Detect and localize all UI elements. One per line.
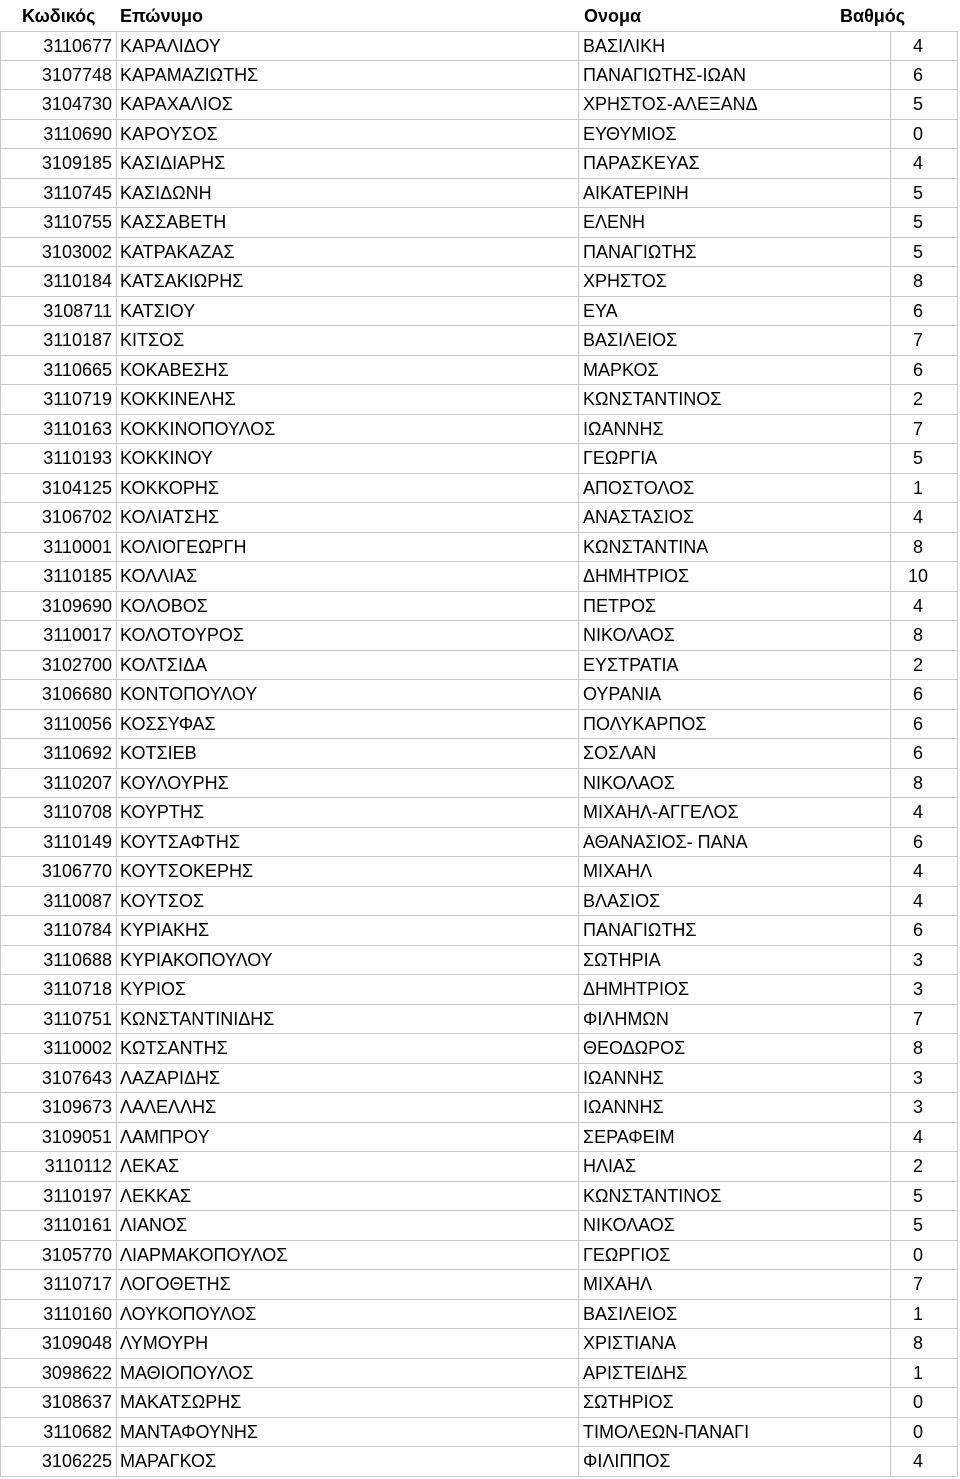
cell-surname: ΚΟΥΤΣΟΣ xyxy=(116,887,578,917)
table-row xyxy=(0,680,958,710)
cell-grade: 7 xyxy=(890,1005,958,1035)
cell-surname: ΛΙΑΡΜΑΚΟΠΟΥΛΟΣ xyxy=(116,1241,578,1271)
cell-surname: ΚΑΡΑΛΙΔΟΥ xyxy=(116,31,578,61)
cell-code: 3110755 xyxy=(0,208,116,238)
cell-name: ΚΩΝΣΤΑΝΤΙΝΑ xyxy=(578,533,890,563)
cell-surname: ΚΑΣΣΑΒΕΤΗ xyxy=(116,208,578,238)
cell-grade: 6 xyxy=(890,356,958,386)
cell-grade: 6 xyxy=(890,916,958,946)
cell-surname: ΛΕΚΑΣ xyxy=(116,1152,578,1182)
cell-name: ΦΙΛΗΜΩΝ xyxy=(578,1005,890,1035)
cell-code: 3110688 xyxy=(0,946,116,976)
cell-grade: 1 xyxy=(890,1300,958,1330)
table-row xyxy=(0,975,958,1005)
cell-code: 3110690 xyxy=(0,120,116,150)
table-header-row xyxy=(0,2,958,31)
table-row xyxy=(0,739,958,769)
table-row xyxy=(0,1447,958,1477)
table-row xyxy=(0,946,958,976)
cell-name: ΓΕΩΡΓΙΟΣ xyxy=(578,1241,890,1271)
cell-name: ΠΕΤΡΟΣ xyxy=(578,592,890,622)
cell-name: ΜΙΧΑΗΛ-ΑΓΓΕΛΟΣ xyxy=(578,798,890,828)
cell-name: ΗΛΙΑΣ xyxy=(578,1152,890,1182)
table-row xyxy=(0,562,958,592)
cell-name: ΝΙΚΟΛΑΟΣ xyxy=(578,1211,890,1241)
cell-code: 3110163 xyxy=(0,415,116,445)
cell-name: ΙΩΑΝΝΗΣ xyxy=(578,415,890,445)
cell-code: 3108711 xyxy=(0,297,116,327)
cell-grade: 0 xyxy=(890,1241,958,1271)
cell-code: 3110002 xyxy=(0,1034,116,1064)
cell-name: ΚΩΝΣΤΑΝΤΙΝΟΣ xyxy=(578,1182,890,1212)
cell-name: ΕΥΣΤΡΑΤΙΑ xyxy=(578,651,890,681)
cell-name: ΠΟΛΥΚΑΡΠΟΣ xyxy=(578,710,890,740)
cell-name: ΣΟΣΛΑΝ xyxy=(578,739,890,769)
cell-name: ΒΑΣΙΛΕΙΟΣ xyxy=(578,326,890,356)
cell-surname: ΜΑΘΙΟΠΟΥΛΟΣ xyxy=(116,1359,578,1389)
cell-code: 3110784 xyxy=(0,916,116,946)
cell-code: 3110717 xyxy=(0,1270,116,1300)
cell-grade: 7 xyxy=(890,326,958,356)
header-grade: Βαθμός xyxy=(840,6,906,26)
table-row xyxy=(0,267,958,297)
cell-code: 3110056 xyxy=(0,710,116,740)
cell-name: ΑΝΑΣΤΑΣΙΟΣ xyxy=(578,503,890,533)
table-row xyxy=(0,385,958,415)
cell-grade: 5 xyxy=(890,179,958,209)
cell-surname: ΚΟΥΛΟΥΡΗΣ xyxy=(116,769,578,799)
table-row xyxy=(0,1418,958,1448)
cell-name: ΘΕΟΔΩΡΟΣ xyxy=(578,1034,890,1064)
cell-name: ΕΛΕΝΗ xyxy=(578,208,890,238)
cell-code: 3110161 xyxy=(0,1211,116,1241)
cell-name: ΧΡΗΣΤΟΣ-ΑΛΕΞΑΝΔ xyxy=(578,90,890,120)
cell-surname: ΚΑΤΣΙΟΥ xyxy=(116,297,578,327)
cell-grade: 4 xyxy=(890,149,958,179)
cell-code: 3110112 xyxy=(0,1152,116,1182)
cell-grade: 4 xyxy=(890,798,958,828)
cell-code: 3106225 xyxy=(0,1447,116,1477)
cell-grade: 3 xyxy=(890,975,958,1005)
table-row xyxy=(0,149,958,179)
cell-code: 3110719 xyxy=(0,385,116,415)
cell-surname: ΚΙΤΣΟΣ xyxy=(116,326,578,356)
cell-code: 3104125 xyxy=(0,474,116,504)
cell-grade: 5 xyxy=(890,1182,958,1212)
cell-code: 3110193 xyxy=(0,444,116,474)
table-row xyxy=(0,1005,958,1035)
table-row xyxy=(0,1241,958,1271)
cell-grade: 8 xyxy=(890,621,958,651)
cell-code: 3110087 xyxy=(0,887,116,917)
cell-grade: 6 xyxy=(890,680,958,710)
cell-code: 3110718 xyxy=(0,975,116,1005)
table-row xyxy=(0,857,958,887)
cell-name: ΔΗΜΗΤΡΙΟΣ xyxy=(578,562,890,592)
cell-name: ΠΑΝΑΓΙΩΤΗΣ xyxy=(578,916,890,946)
cell-grade: 4 xyxy=(890,1447,958,1477)
table-row xyxy=(0,916,958,946)
cell-surname: ΚΑΤΡΑΚΑΖΑΣ xyxy=(116,238,578,268)
cell-name: ΜΙΧΑΗΛ xyxy=(578,1270,890,1300)
table-row xyxy=(0,1093,958,1123)
cell-name: ΒΛΑΣΙΟΣ xyxy=(578,887,890,917)
cell-code: 3110207 xyxy=(0,769,116,799)
table-row xyxy=(0,592,958,622)
cell-code: 3109690 xyxy=(0,592,116,622)
cell-name: ΠΑΡΑΣΚΕΥΑΣ xyxy=(578,149,890,179)
cell-surname: ΛΕΚΚΑΣ xyxy=(116,1182,578,1212)
cell-code: 3105770 xyxy=(0,1241,116,1271)
cell-surname: ΚΑΡΑΧΑΛΙΟΣ xyxy=(116,90,578,120)
cell-code: 3110682 xyxy=(0,1418,116,1448)
cell-name: ΙΩΑΝΝΗΣ xyxy=(578,1064,890,1094)
table-row xyxy=(0,356,958,386)
table-row xyxy=(0,1182,958,1212)
cell-surname: ΚΟΚΚΙΝΟΥ xyxy=(116,444,578,474)
cell-grade: 3 xyxy=(890,946,958,976)
cell-name: ΣΩΤΗΡΙΑ xyxy=(578,946,890,976)
cell-grade: 8 xyxy=(890,267,958,297)
cell-grade: 8 xyxy=(890,1329,958,1359)
table-row xyxy=(0,621,958,651)
cell-grade: 6 xyxy=(890,61,958,91)
cell-grade: 5 xyxy=(890,444,958,474)
cell-name: ΤΙΜΟΛΕΩΝ-ΠΑΝΑΓΙ xyxy=(578,1418,890,1448)
table-row xyxy=(0,1388,958,1418)
cell-code: 3109673 xyxy=(0,1093,116,1123)
cell-grade: 0 xyxy=(890,120,958,150)
table-row xyxy=(0,828,958,858)
table-row xyxy=(0,238,958,268)
cell-name: ΕΥΘΥΜΙΟΣ xyxy=(578,120,890,150)
cell-surname: ΚΟΤΣΙΕΒ xyxy=(116,739,578,769)
cell-code: 3109185 xyxy=(0,149,116,179)
cell-code: 3110149 xyxy=(0,828,116,858)
cell-name: ΟΥΡΑΝΙΑ xyxy=(578,680,890,710)
cell-grade: 7 xyxy=(890,1270,958,1300)
cell-code: 3109051 xyxy=(0,1123,116,1153)
table-row xyxy=(0,474,958,504)
table-row xyxy=(0,31,958,61)
cell-name: ΜΑΡΚΟΣ xyxy=(578,356,890,386)
table-row xyxy=(0,208,958,238)
cell-name: ΦΙΛΙΠΠΟΣ xyxy=(578,1447,890,1477)
header-name: Ονομα xyxy=(584,6,642,26)
cell-surname: ΚΟΣΣΥΦΑΣ xyxy=(116,710,578,740)
cell-grade: 0 xyxy=(890,1388,958,1418)
cell-name: ΑΙΚΑΤΕΡΙΝΗ xyxy=(578,179,890,209)
cell-surname: ΚΟΚΚΙΝΕΛΗΣ xyxy=(116,385,578,415)
table-row xyxy=(0,444,958,474)
cell-code: 3110677 xyxy=(0,31,116,61)
cell-code: 3104730 xyxy=(0,90,116,120)
cell-name: ΣΩΤΗΡΙΟΣ xyxy=(578,1388,890,1418)
cell-grade: 7 xyxy=(890,415,958,445)
cell-surname: ΛΑΜΠΡΟΥ xyxy=(116,1123,578,1153)
table-row xyxy=(0,326,958,356)
cell-code: 3109048 xyxy=(0,1329,116,1359)
cell-grade: 1 xyxy=(890,474,958,504)
cell-grade: 8 xyxy=(890,533,958,563)
cell-name: ΜΙΧΑΗΛ xyxy=(578,857,890,887)
cell-surname: ΚΥΡΙΑΚΗΣ xyxy=(116,916,578,946)
table-row xyxy=(0,1123,958,1153)
cell-surname: ΛΟΥΚΟΠΟΥΛΟΣ xyxy=(116,1300,578,1330)
cell-surname: ΚΟΛΤΣΙΔΑ xyxy=(116,651,578,681)
cell-code: 3106770 xyxy=(0,857,116,887)
cell-grade: 2 xyxy=(890,385,958,415)
cell-name: ΑΡΙΣΤΕΙΔΗΣ xyxy=(578,1359,890,1389)
cell-grade: 2 xyxy=(890,1152,958,1182)
cell-code: 3110187 xyxy=(0,326,116,356)
cell-surname: ΜΑΝΤΑΦΟΥΝΗΣ xyxy=(116,1418,578,1448)
cell-code: 3110751 xyxy=(0,1005,116,1035)
cell-grade: 5 xyxy=(890,238,958,268)
cell-surname: ΚΟΛΙΟΓΕΩΡΓΗ xyxy=(116,533,578,563)
cell-code: 3110692 xyxy=(0,739,116,769)
table-row xyxy=(0,1300,958,1330)
cell-grade: 4 xyxy=(890,503,958,533)
table-row xyxy=(0,651,958,681)
cell-surname: ΚΥΡΙΟΣ xyxy=(116,975,578,1005)
cell-code: 3103002 xyxy=(0,238,116,268)
cell-surname: ΚΩΤΣΑΝΤΗΣ xyxy=(116,1034,578,1064)
cell-name: ΒΑΣΙΛΕΙΟΣ xyxy=(578,1300,890,1330)
cell-name: ΕΥΑ xyxy=(578,297,890,327)
header-code: Κωδικός xyxy=(22,6,96,26)
cell-code: 3110001 xyxy=(0,533,116,563)
cell-surname: ΚΥΡΙΑΚΟΠΟΥΛΟΥ xyxy=(116,946,578,976)
cell-surname: ΚΟΥΤΣΑΦΤΗΣ xyxy=(116,828,578,858)
table-row xyxy=(0,1152,958,1182)
cell-surname: ΚΟΥΤΣΟΚΕΡΗΣ xyxy=(116,857,578,887)
cell-grade: 2 xyxy=(890,651,958,681)
cell-name: ΧΡΙΣΤΙΑΝΑ xyxy=(578,1329,890,1359)
table-row xyxy=(0,1270,958,1300)
cell-code: 3102700 xyxy=(0,651,116,681)
cell-surname: ΚΑΡΑΜΑΖΙΩΤΗΣ xyxy=(116,61,578,91)
cell-surname: ΚΟΛΛΙΑΣ xyxy=(116,562,578,592)
table-row xyxy=(0,61,958,91)
cell-name: ΣΕΡΑΦΕΙΜ xyxy=(578,1123,890,1153)
cell-grade: 10 xyxy=(890,562,958,592)
cell-surname: ΚΟΚΑΒΕΣΗΣ xyxy=(116,356,578,386)
cell-surname: ΛΑΖΑΡΙΔΗΣ xyxy=(116,1064,578,1094)
table-row xyxy=(0,1211,958,1241)
cell-name: ΙΩΑΝΝΗΣ xyxy=(578,1093,890,1123)
cell-code: 3107748 xyxy=(0,61,116,91)
cell-surname: ΚΑΣΙΔΙΑΡΗΣ xyxy=(116,149,578,179)
table-row xyxy=(0,90,958,120)
cell-surname: ΛΥΜΟΥΡΗ xyxy=(116,1329,578,1359)
cell-surname: ΜΑΡΑΓΚΟΣ xyxy=(116,1447,578,1477)
cell-grade: 8 xyxy=(890,769,958,799)
cell-code: 3098622 xyxy=(0,1359,116,1389)
cell-grade: 3 xyxy=(890,1064,958,1094)
cell-name: ΑΘΑΝΑΣΙΟΣ- ΠΑΝΑ xyxy=(578,828,890,858)
table-row xyxy=(0,503,958,533)
cell-grade: 1 xyxy=(890,1359,958,1389)
cell-surname: ΛΑΛΕΛΛΗΣ xyxy=(116,1093,578,1123)
cell-surname: ΚΑΡΟΥΣΟΣ xyxy=(116,120,578,150)
cell-surname: ΚΟΚΚΙΝΟΠΟΥΛΟΣ xyxy=(116,415,578,445)
cell-surname: ΜΑΚΑΤΣΩΡΗΣ xyxy=(116,1388,578,1418)
table-row xyxy=(0,887,958,917)
table-row xyxy=(0,1064,958,1094)
table-row xyxy=(0,1034,958,1064)
header-surname: Επώνυμο xyxy=(120,6,203,26)
cell-code: 3110184 xyxy=(0,267,116,297)
cell-grade: 6 xyxy=(890,297,958,327)
cell-surname: ΚΩΝΣΤΑΝΤΙΝΙΔΗΣ xyxy=(116,1005,578,1035)
cell-name: ΔΗΜΗΤΡΙΟΣ xyxy=(578,975,890,1005)
cell-code: 3110708 xyxy=(0,798,116,828)
cell-name: ΝΙΚΟΛΑΟΣ xyxy=(578,769,890,799)
table-row xyxy=(0,179,958,209)
cell-grade: 4 xyxy=(890,887,958,917)
cell-name: ΑΠΟΣΤΟΛΟΣ xyxy=(578,474,890,504)
cell-surname: ΛΟΓΟΘΕΤΗΣ xyxy=(116,1270,578,1300)
cell-grade: 3 xyxy=(890,1093,958,1123)
cell-grade: 8 xyxy=(890,1034,958,1064)
cell-code: 3110160 xyxy=(0,1300,116,1330)
cell-surname: ΚΑΤΣΑΚΙΩΡΗΣ xyxy=(116,267,578,297)
cell-surname: ΛΙΑΝΟΣ xyxy=(116,1211,578,1241)
table-row xyxy=(0,533,958,563)
cell-grade: 5 xyxy=(890,90,958,120)
table-row xyxy=(0,297,958,327)
cell-name: ΧΡΗΣΤΟΣ xyxy=(578,267,890,297)
cell-surname: ΚΟΛΟΒΟΣ xyxy=(116,592,578,622)
table-row xyxy=(0,415,958,445)
cell-code: 3110197 xyxy=(0,1182,116,1212)
cell-grade: 5 xyxy=(890,1211,958,1241)
cell-surname: ΚΟΚΚΟΡΗΣ xyxy=(116,474,578,504)
cell-grade: 4 xyxy=(890,31,958,61)
cell-code: 3106702 xyxy=(0,503,116,533)
cell-code: 3110017 xyxy=(0,621,116,651)
cell-surname: ΚΑΣΙΔΩΝΗ xyxy=(116,179,578,209)
cell-code: 3110745 xyxy=(0,179,116,209)
cell-grade: 6 xyxy=(890,828,958,858)
cell-grade: 0 xyxy=(890,1418,958,1448)
cell-surname: ΚΟΝΤΟΠΟΥΛΟΥ xyxy=(116,680,578,710)
cell-name: ΠΑΝΑΓΙΩΤΗΣ-ΙΩΑΝ xyxy=(578,61,890,91)
cell-code: 3107643 xyxy=(0,1064,116,1094)
cell-grade: 6 xyxy=(890,739,958,769)
table-row xyxy=(0,769,958,799)
cell-surname: ΚΟΛΟΤΟΥΡΟΣ xyxy=(116,621,578,651)
table-row xyxy=(0,1359,958,1389)
table-row xyxy=(0,798,958,828)
table-row xyxy=(0,1329,958,1359)
cell-name: ΚΩΝΣΤΑΝΤΙΝΟΣ xyxy=(578,385,890,415)
cell-surname: ΚΟΛΙΑΤΣΗΣ xyxy=(116,503,578,533)
cell-grade: 4 xyxy=(890,592,958,622)
cell-grade: 4 xyxy=(890,1123,958,1153)
cell-name: ΒΑΣΙΛΙΚΗ xyxy=(578,31,890,61)
cell-code: 3106680 xyxy=(0,680,116,710)
cell-code: 3110185 xyxy=(0,562,116,592)
cell-surname: ΚΟΥΡΤΗΣ xyxy=(116,798,578,828)
cell-name: ΠΑΝΑΓΙΩΤΗΣ xyxy=(578,238,890,268)
cell-grade: 6 xyxy=(890,710,958,740)
cell-code: 3110665 xyxy=(0,356,116,386)
table-row xyxy=(0,120,958,150)
cell-grade: 5 xyxy=(890,208,958,238)
cell-code: 3108637 xyxy=(0,1388,116,1418)
cell-name: ΓΕΩΡΓΙΑ xyxy=(578,444,890,474)
cell-name: ΝΙΚΟΛΑΟΣ xyxy=(578,621,890,651)
cell-grade: 4 xyxy=(890,857,958,887)
table-row xyxy=(0,710,958,740)
